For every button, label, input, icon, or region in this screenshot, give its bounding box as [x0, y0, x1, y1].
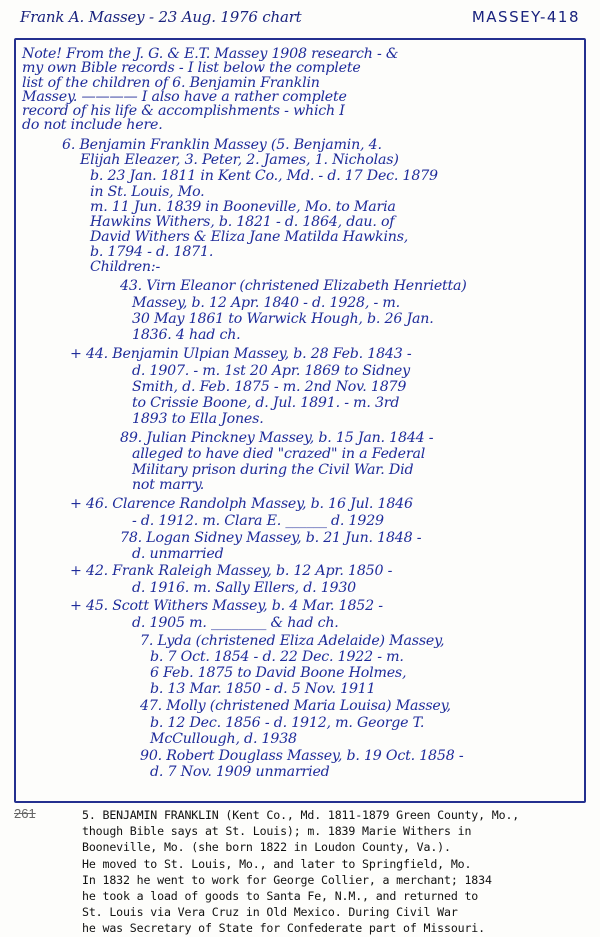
note-line: 47. Molly (christened Maria Louisa) Massey,: [140, 697, 451, 714]
note-line: Massey, b. 12 Apr. 1840 - d. 1928, - m.: [132, 294, 400, 311]
note-line: + 44. Benjamin Ulpian Massey, b. 28 Feb. 1843 -: [70, 345, 412, 362]
note-line: record of his life & accomplishments - which I: [22, 103, 345, 120]
note-line: my own Bible records - I list below the complete: [22, 60, 361, 77]
note-line: 1893 to Ella Jones.: [132, 410, 264, 427]
note-line: Elijah Eleazer, 3. Peter, 2. James, 1. Nicholas): [80, 151, 399, 168]
note-line: Note! From the J. G. & E.T. Massey 1908 research - &: [22, 46, 399, 62]
note-line: 30 May 1861 to Warwick Hough, b. 26 Jan.: [132, 311, 434, 328]
note-line: m. 11 Jun. 1839 in Booneville, Mo. to Maria: [90, 198, 396, 215]
note-line: d. 1905 m. ________ & had ch.: [132, 614, 339, 631]
note-line: 1836. 4 had ch.: [132, 327, 241, 344]
note-line: - d. 1912. m. Clara E. ______ d. 1929: [132, 513, 384, 530]
note-line: list of the children of 6. Benjamin Franklin: [22, 74, 320, 91]
note-line: 7. Lyda (christened Eliza Adelaide) Massey,: [140, 633, 445, 650]
note-line: 90. Robert Douglass Massey, b. 19 Oct. 1858 -: [140, 748, 464, 765]
note-line: Smith, d. Feb. 1875 - m. 2nd Nov. 1879: [132, 378, 407, 395]
header-title: Frank A. Massey - 23 Aug. 1976 chart: [20, 8, 302, 26]
note-line: Military prison during the Civil War. Did: [132, 461, 414, 478]
note-line: + 45. Scott Withers Massey, b. 4 Mar. 1852 -: [70, 597, 383, 614]
note-line: Massey. ———— I also have a rather complete: [22, 88, 347, 105]
note-line: not marry.: [132, 476, 205, 493]
note-line: d. 1907. - m. 1st 20 Apr. 1869 to Sidney: [132, 362, 410, 379]
note-line: alleged to have died "crazed" in a Federal: [132, 445, 426, 462]
note-line: McCullough, d. 1938: [150, 730, 297, 747]
note-line: 6. Benjamin Franklin Massey (5. Benjamin, 4.: [62, 136, 382, 153]
typed-line: 5. BENJAMIN FRANKLIN (Kent Co., Md. 1811-1879 Green County, Mo.,: [82, 808, 520, 822]
note-line: b. 7 Oct. 1854 - d. 22 Dec. 1922 - m.: [150, 649, 404, 666]
note-line: 78. Logan Sidney Massey, b. 21 Jun. 1848 -: [120, 529, 422, 546]
note-line: Hawkins Withers, b. 1821 - d. 1864, dau. of: [90, 214, 395, 230]
note-line: b. 12 Dec. 1856 - d. 1912, m. George T.: [150, 714, 425, 731]
typed-line: He moved to St. Louis, Mo., and later to Springfield, Mo.: [82, 856, 472, 871]
note-line: b. 13 Mar. 1850 - d. 5 Nov. 1911: [150, 681, 376, 698]
margin-number: 261: [14, 806, 36, 821]
typed-line: though Bible says at St. Louis); m. 1839 Marie Withers in: [82, 824, 472, 839]
typed-line: he was Secretary of State for Confederate part of Missouri.: [82, 921, 485, 936]
typed-line: In 1832 he went to work for George Collier, a merchant; 1834: [82, 872, 492, 887]
note-line: + 42. Frank Raleigh Massey, b. 12 Apr. 1850 -: [70, 563, 393, 580]
note-line: do not include here.: [22, 117, 163, 134]
note-line: b. 23 Jan. 1811 in Kent Co., Md. - d. 17 Dec. 1879: [90, 167, 438, 184]
typed-line: he took a load of goods to Santa Fe, N.M., and returned to: [82, 889, 479, 903]
note-line: 6 Feb. 1875 to David Boone Holmes,: [150, 665, 407, 682]
note-line: David Withers & Eliza Jane Matilda Hawkins,: [90, 229, 409, 246]
note-line: in St. Louis, Mo.: [90, 183, 205, 200]
note-line: d. unmarried: [132, 545, 224, 562]
header-id: MASSEY-418: [471, 8, 580, 26]
note-line: Children:-: [90, 259, 161, 276]
note-line: b. 1794 - d. 1871.: [90, 244, 214, 261]
typed-line: Booneville, Mo. (she born 1822 in Loudon County, Va.).: [82, 840, 451, 855]
typed-line: St. Louis via Vera Cruz in Old Mexico. During Civil War: [82, 905, 458, 920]
note-line: + 46. Clarence Randolph Massey, b. 16 Jul. 1846: [70, 496, 413, 513]
note-line: to Crissie Boone, d. Jul. 1891. - m. 3rd: [132, 394, 400, 411]
note-line: d. 7 Nov. 1909 unmarried: [150, 764, 330, 781]
note-line: 89. Julian Pinckney Massey, b. 15 Jan. 1844 -: [120, 429, 434, 446]
note-line: 43. Virn Eleanor (christened Elizabeth Henrietta): [120, 277, 467, 294]
note-line: d. 1916. m. Sally Ellers, d. 1930: [132, 580, 356, 597]
